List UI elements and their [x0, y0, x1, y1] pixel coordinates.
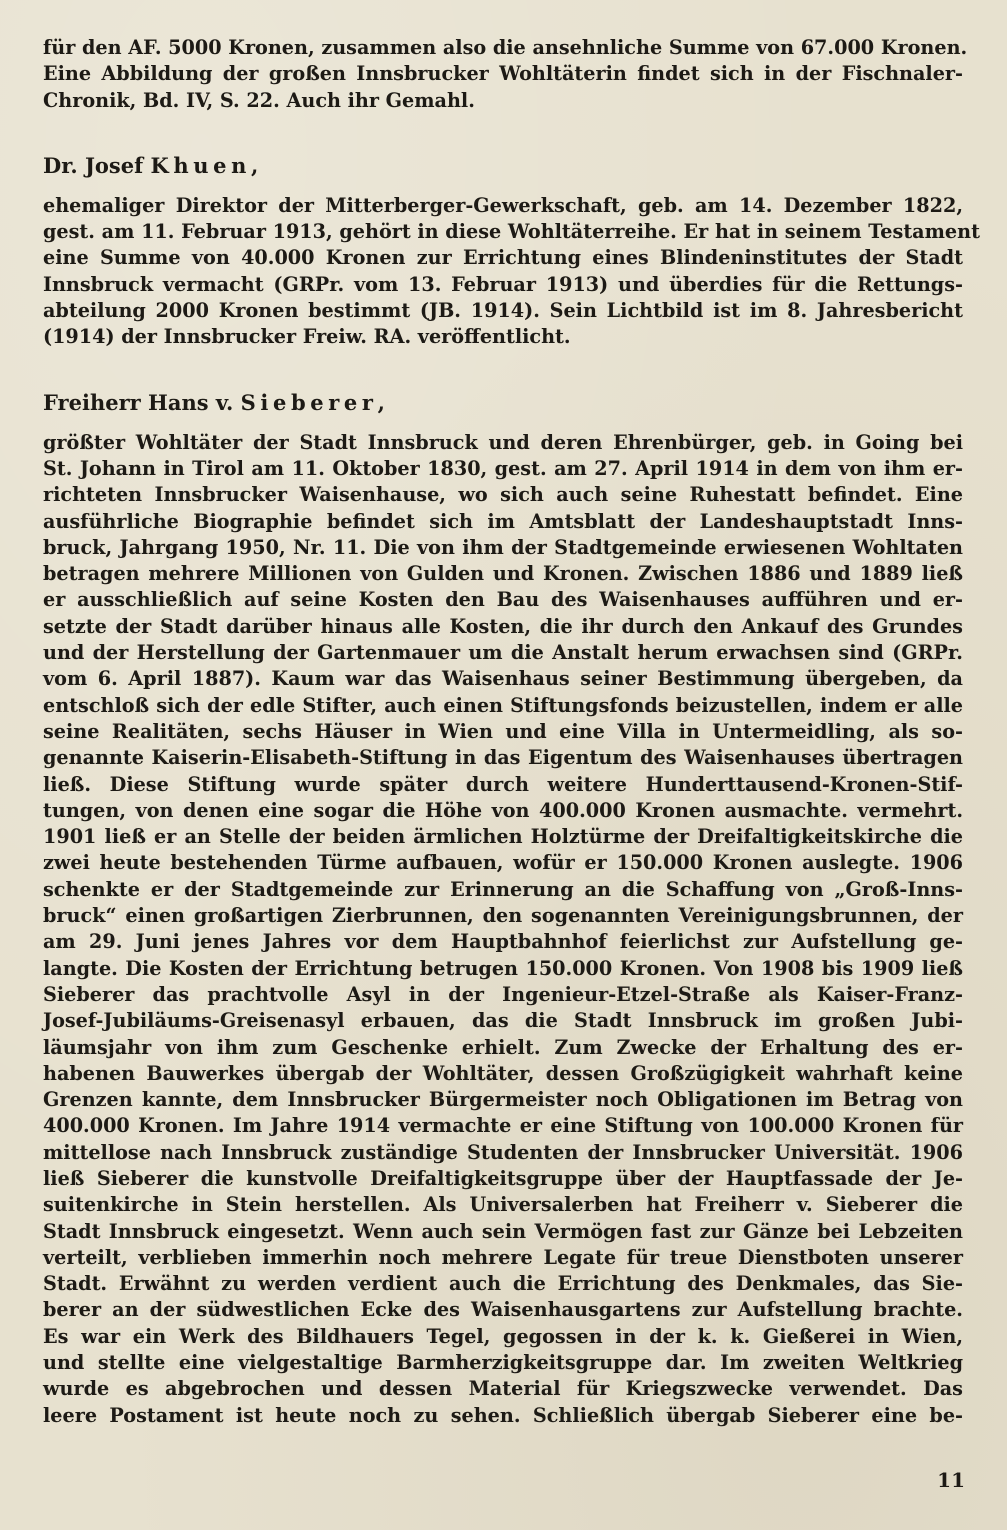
- text-line: für den AF. 5000 Kronen, zusammen also die ansehnliche Summe von 67.000 Kronen.: [43, 36, 968, 59]
- sieberer-paragraph: [43, 430, 963, 1429]
- text-line: Josef-Jubiläums-Greisenasyl erbauen, das die Stadt Innsbruck im großen Jubi-: [43, 1009, 963, 1033]
- text-line: Innsbruck vermacht (GRPr. vom 13. Februar 1913) und überdies für die Rettungs-: [43, 272, 963, 296]
- page-content: [43, 35, 980, 1429]
- text-line: Stadt Innsbruck eingesetzt. Wenn auch sein Vermögen fast zur Gänze bei Lebzeiten: [43, 1219, 963, 1243]
- text-line: vom 6. April 1887). Kaum war das Waisenhaus seiner Bestimmung übergeben, da: [43, 667, 963, 691]
- text-line: Es war ein Werk des Bildhauers Tegel, gegossen in der k. k. Gießerei in Wien,: [43, 1324, 963, 1348]
- text-line: bruck, Jahrgang 1950, Nr. 11. Die von ihm der Stadtgemeinde erwiesenen Wohltaten: [43, 535, 963, 559]
- heading-suffix: ,: [250, 152, 259, 178]
- text-line: verteilt, verblieben immerhin noch mehrere Legate für treue Dienstboten unserer: [43, 1245, 963, 1269]
- text-line: genannte Kaiserin-Elisabeth-Stiftung in das Eigentum des Waisenhauses übertragen: [43, 746, 963, 770]
- text-line: wurde es abgebrochen und dessen Material für Kriegszwecke verwendet. Das: [43, 1377, 963, 1401]
- text-line: 400.000 Kronen. Im Jahre 1914 vermachte er eine Stiftung von 100.000 Kronen für: [43, 1114, 963, 1138]
- text-line: bruck“ einen großartigen Zierbrunnen, den sogenannten Vereinigungsbrunnen, der: [43, 904, 963, 928]
- text-line: (1914) der Innsbrucker Freiw. RA. veröffentlicht.: [43, 325, 571, 349]
- text-line: Chronik, Bd. IV, S. 22. Auch ihr Gemahl.: [43, 88, 475, 112]
- text-line: Grenzen kannte, dem Innsbrucker Bürgermeister noch Obligationen im Betrag von: [43, 1088, 963, 1112]
- heading-name: Khuen: [150, 152, 251, 178]
- text-line: zwei heute bestehenden Türme aufbauen, wofür er 150.000 Kronen auslegte. 1906: [43, 851, 963, 875]
- intro-paragraph: [43, 35, 968, 114]
- text-line: habenen Bauwerkes übergab der Wohltäter, dessen Großzügigkeit wahrhaft keine: [43, 1061, 963, 1085]
- text-line: Eine Abbildung der großen Innsbrucker Wohltäterin findet sich in der Fischnaler-: [43, 62, 963, 86]
- section-heading-khuen: [43, 152, 963, 180]
- text-line: Sieberer das prachtvolle Asyl in der Ingenieur-Etzel-Straße als Kaiser-Franz-: [43, 982, 963, 1006]
- text-line: abteilung 2000 Kronen bestimmt (JB. 1914). Sein Lichtbild ist im 8. Jahresbericht: [43, 299, 963, 323]
- text-line: schenkte er der Stadtgemeinde zur Erinnerung an die Schaffung von „Groß-Inns-: [43, 877, 963, 901]
- text-line: ehemaliger Direktor der Mitterberger-Gewerkschaft, geb. am 14. Dezember 1822,: [43, 193, 963, 217]
- heading-prefix: Freiherr Hans v.: [43, 389, 241, 415]
- khuen-paragraph: [43, 193, 980, 351]
- text-line: berer an der südwestlichen Ecke des Waisenhausgartens zur Aufstellung brachte.: [43, 1298, 963, 1322]
- text-line: 1901 ließ er an Stelle der beiden ärmlichen Holztürme der Dreifaltigkeitskirche die: [43, 825, 963, 849]
- text-line: St. Johann in Tirol am 11. Oktober 1830, gest. am 27. April 1914 in dem von ihm er-: [43, 456, 963, 480]
- text-line: gest. am 11. Februar 1913, gehört in diese Wohltäterreihe. Er hat in seinem Testament: [43, 220, 980, 244]
- heading-suffix: ,: [377, 389, 385, 415]
- text-line: läumsjahr von ihm zum Geschenke erhielt. Zum Zwecke der Erhaltung des er-: [43, 1035, 963, 1059]
- text-line: langte. Die Kosten der Errichtung betrugen 150.000 Kronen. Von 1908 bis 1909 ließ: [43, 956, 963, 980]
- page-number: 11: [937, 1468, 965, 1492]
- text-line: suitenkirche in Stein herstellen. Als Universalerben hat Freiherr v. Sieberer die: [43, 1193, 963, 1217]
- text-line: und der Herstellung der Gartenmauer um die Anstalt herum erwachsen sind (GRPr.: [43, 641, 963, 665]
- text-line: am 29. Juni jenes Jahres vor dem Hauptbahnhof feierlichst zur Aufstellung ge-: [43, 930, 963, 954]
- text-line: seine Realitäten, sechs Häuser in Wien und eine Villa in Untermeidling, als so-: [43, 719, 963, 743]
- section-heading-sieberer: [43, 389, 963, 417]
- section-spacer: [43, 351, 963, 389]
- text-line: und stellte eine vielgestaltige Barmherzigkeitsgruppe dar. Im zweiten Weltkrieg: [43, 1351, 963, 1375]
- text-line: ließ. Diese Stiftung wurde später durch weitere Hunderttausend-Kronen-Stif-: [43, 772, 963, 796]
- text-line: betragen mehrere Millionen von Gulden und Kronen. Zwischen 1886 und 1889 ließ: [43, 562, 963, 586]
- text-line: entschloß sich der edle Stifter, auch einen Stiftungsfonds beizustellen, indem er alle: [43, 693, 963, 717]
- text-line: ließ Sieberer die kunstvolle Dreifaltigkeitsgruppe über der Hauptfassade der Je-: [43, 1166, 963, 1190]
- text-line: mittellose nach Innsbruck zuständige Studenten der Innsbrucker Universität. 1906: [43, 1140, 963, 1164]
- text-line: ausführliche Biographie befindet sich im Amtsblatt der Landeshauptstadt Inns-: [43, 509, 963, 533]
- section-spacer: [43, 114, 963, 152]
- text-line: eine Summe von 40.000 Kronen zur Errichtung eines Blindeninstitutes der Stadt: [43, 246, 963, 270]
- text-line: leere Postament ist heute noch zu sehen. Schließlich übergab Sieberer eine be-: [43, 1403, 963, 1427]
- heading-spacer: [43, 417, 963, 430]
- text-line: er ausschließlich auf seine Kosten den Bau des Waisenhauses aufführen und er-: [43, 588, 963, 612]
- heading-prefix: Dr. Josef: [43, 152, 151, 178]
- heading-spacer: [43, 180, 963, 193]
- heading-name: Sieberer: [240, 389, 378, 415]
- text-line: tungen, von denen eine sogar die Höhe von 400.000 Kronen ausmachte. vermehrt.: [43, 798, 963, 822]
- text-line: größter Wohltäter der Stadt Innsbruck und deren Ehrenbürger, geb. in Going bei: [43, 430, 963, 454]
- text-line: richteten Innsbrucker Waisenhause, wo sich auch seine Ruhestatt befindet. Eine: [43, 483, 963, 507]
- text-line: setzte der Stadt darüber hinaus alle Kosten, die ihr durch den Ankauf des Grundes: [43, 614, 963, 638]
- text-line: Stadt. Erwähnt zu werden verdient auch die Errichtung des Denkmales, das Sie-: [43, 1272, 963, 1296]
